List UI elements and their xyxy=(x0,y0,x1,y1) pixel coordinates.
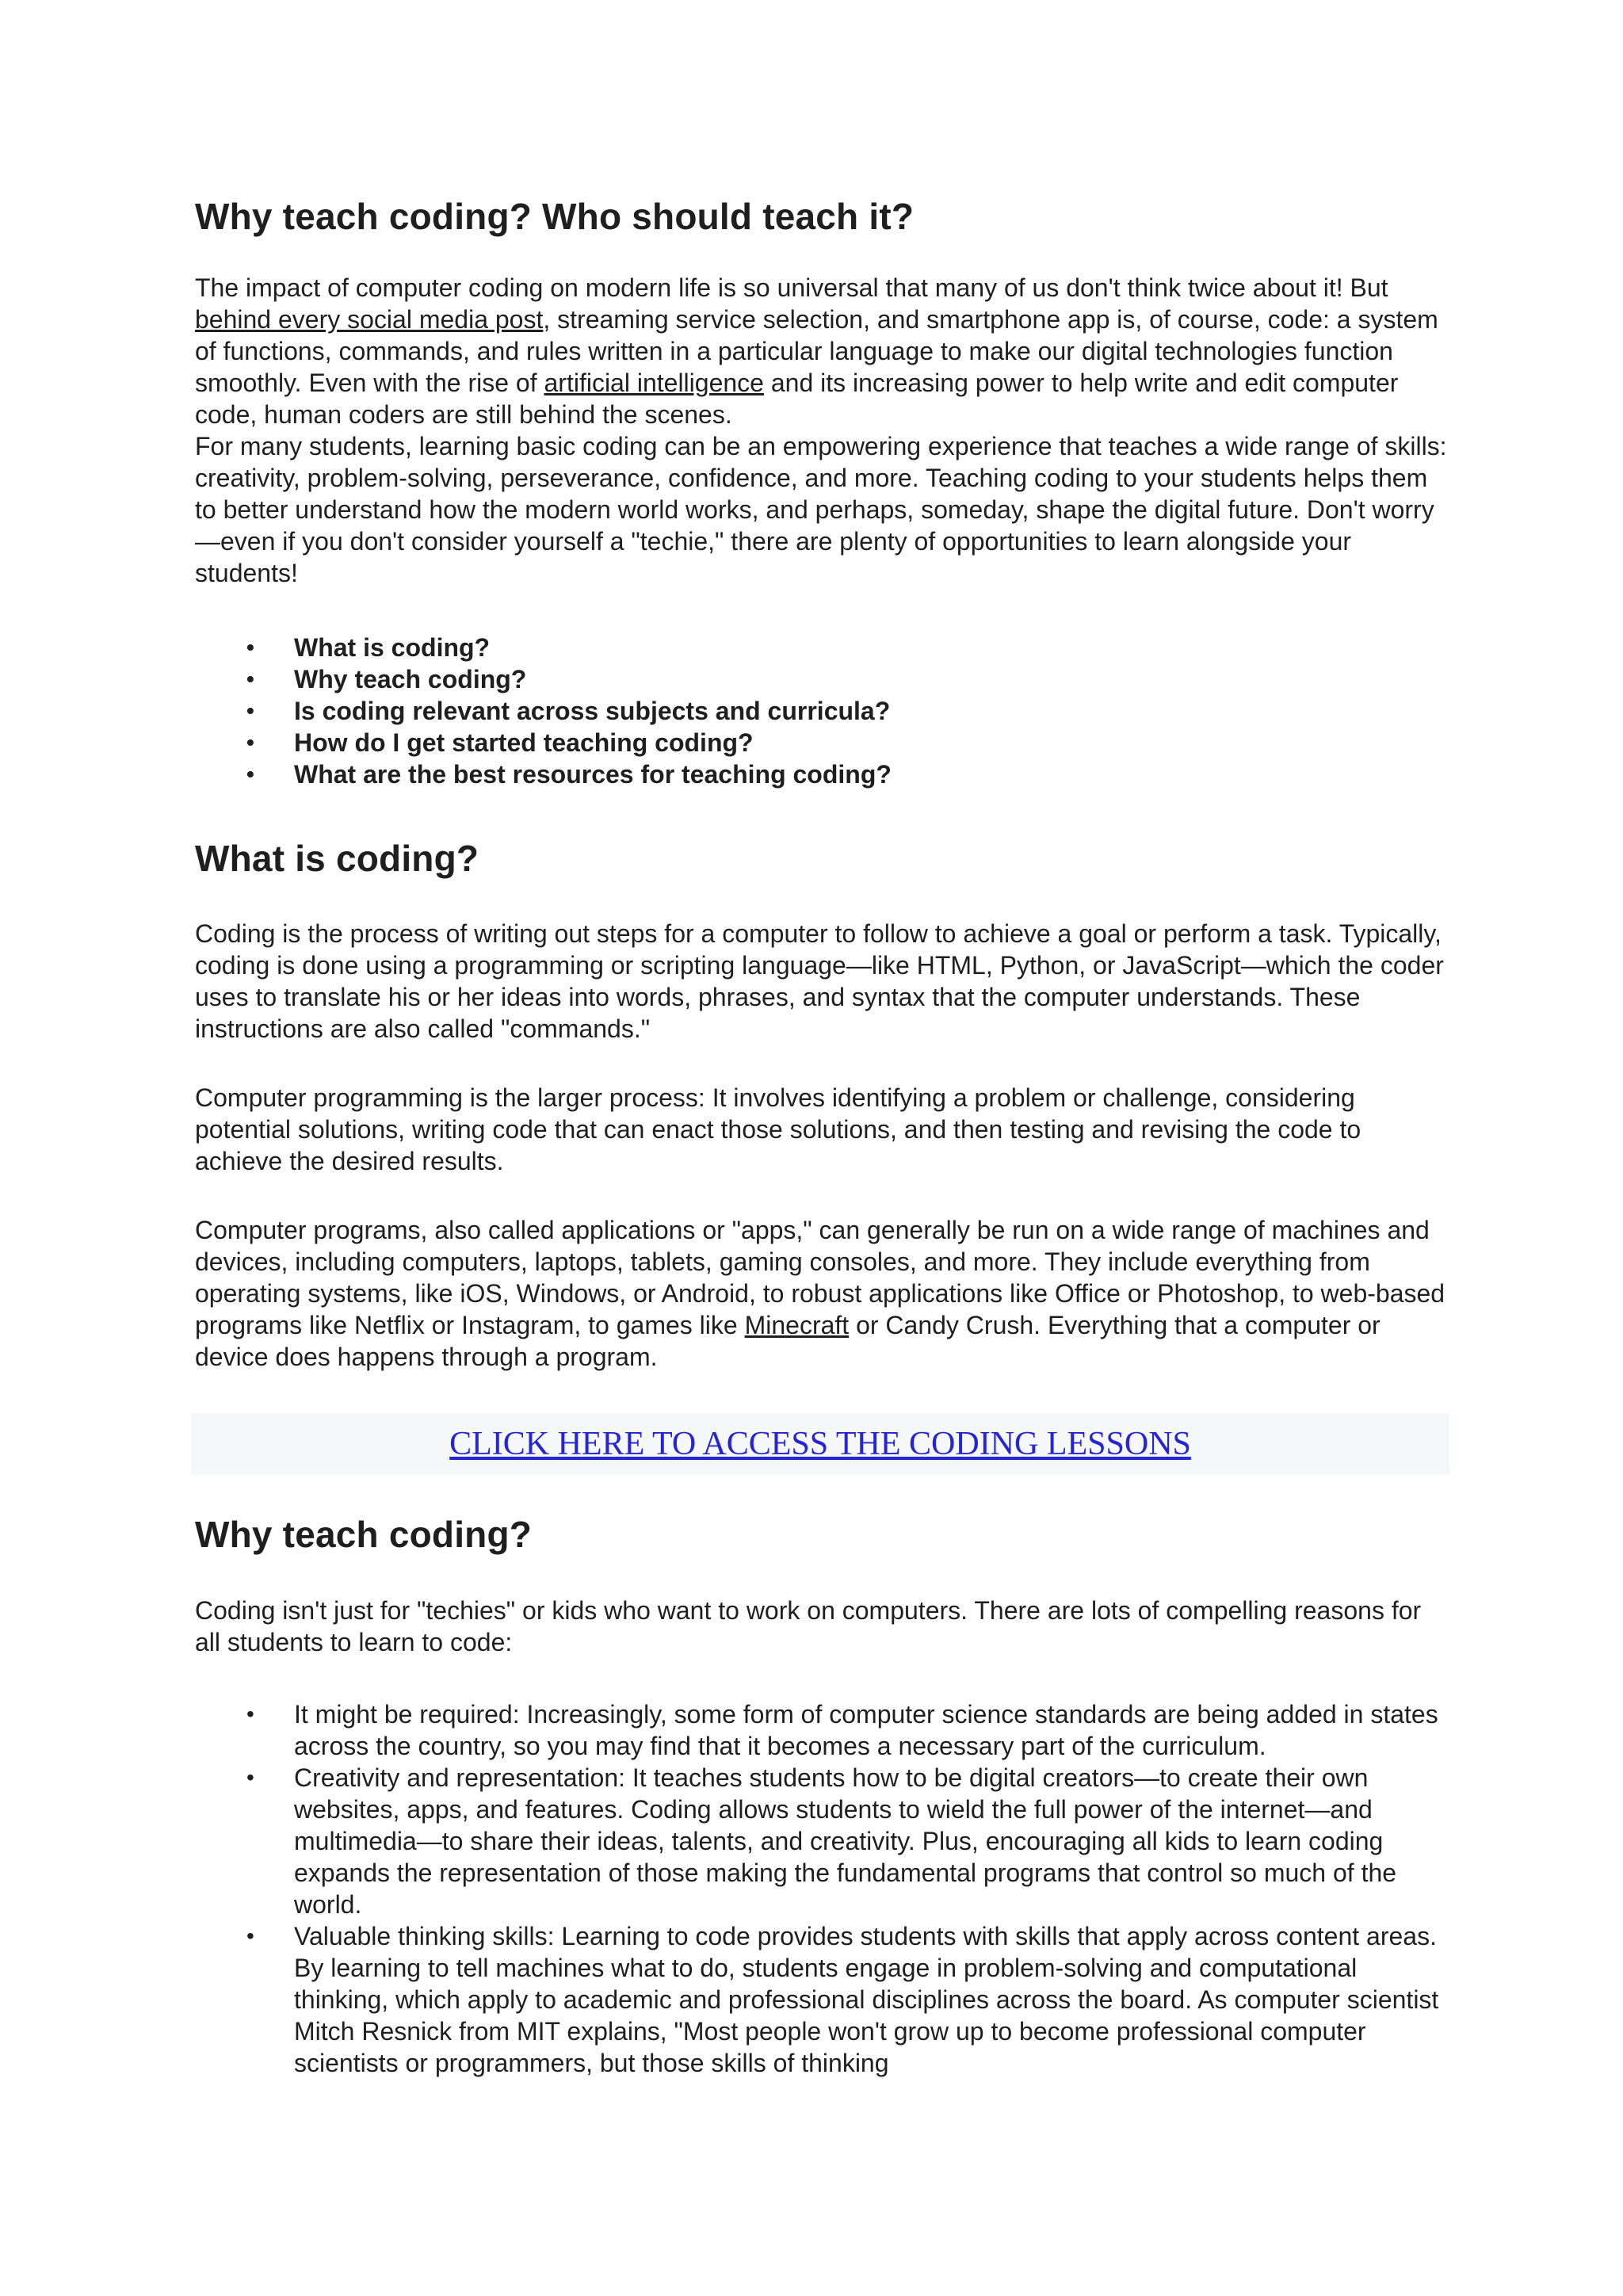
toc-item-label: How do I get started teaching coding? xyxy=(294,728,754,757)
toc-item-label: Is coding relevant across subjects and curricula? xyxy=(294,697,891,725)
access-coding-lessons-link[interactable]: CLICK HERE TO ACCESS THE CODING LESSONS xyxy=(449,1426,1191,1462)
toc-item[interactable] xyxy=(195,727,1447,758)
what-is-coding-paragraph-1: Coding is the process of writing out steps for a computer to follow to achieve a goal or perform a task. Typically, coding is done using a programming or scripting language—like HTML, Python, or JavaScript—which the coder uses to translate his or her ideas into words, phrases, and syntax that the computer understands. These instructions are also called "commands." xyxy=(195,919,1444,1043)
bullet-icon: • xyxy=(246,1702,254,1726)
bullet-icon: • xyxy=(246,730,254,755)
artificial-intelligence-link[interactable]: artificial intelligence xyxy=(544,369,764,397)
text-span: or Candy Crush. Everything that a computer or device does happens through a program. xyxy=(195,1311,1381,1371)
toc-item[interactable] xyxy=(195,758,1447,790)
reasons-section xyxy=(195,1698,1447,2079)
toc-item[interactable] xyxy=(195,632,1447,663)
text-span: Computer programs, also called applications or "apps," can generally be run on a wide range of machines and devices, including computers, laptops, tablets, gaming consoles, and more. They include everything from operating systems, like iOS, Windows, or Android, to robust applications like Office or Photoshop, to web-based programs like Netflix or Instagram, to games like xyxy=(195,1216,1445,1339)
text-span: The impact of computer coding on modern life is so universal that many of us don't think twice about it! But xyxy=(195,273,1388,302)
text-span: and its increasing power to help write and edit computer code, human coders are still behind the scenes. xyxy=(195,369,1399,429)
why-teach-section xyxy=(195,1595,1447,1658)
why-teach-paragraph-1: Coding isn't just for "techies" or kids who want to work on computers. There are lots of compelling reasons for all students to learn to code: xyxy=(195,1596,1422,1656)
toc-item-label: What is coding? xyxy=(294,633,491,662)
list-item-text: Creativity and representation: It teaches students how to be digital creators—to create their own websites, apps, and features. Coding allows students to wield the full power of the internet—and multimedia—to share their ideas, talents, and creativity. Plus, encouraging all kids to learn coding expands the representation of those making the fundamental programs that control so much of the world. xyxy=(294,1763,1397,1919)
page-title: Why teach coding? Who should teach it? xyxy=(195,196,915,237)
what-is-coding-p3-wrap xyxy=(195,1214,1447,1373)
text-span: , streaming service selection, and smartphone app is, of course, code: a system of functions, commands, and rules written in a particular language to make our digital technologies function smoothly. Even with the rise of xyxy=(195,305,1438,397)
bullet-icon: • xyxy=(246,762,254,786)
toc-item[interactable] xyxy=(195,663,1447,695)
list-item xyxy=(195,1698,1447,1762)
table-of-contents xyxy=(195,632,1447,790)
intro-section xyxy=(195,272,1447,589)
what-is-coding-section xyxy=(195,918,1447,1045)
intro-paragraph-1 xyxy=(195,272,1447,430)
toc-item[interactable] xyxy=(195,695,1447,727)
list-item-text: It might be required: Increasingly, some form of computer science standards are being added in states across the country, so you may find that it becomes a necessary part of the curriculum. xyxy=(294,1700,1438,1760)
why-teach-coding-heading: Why teach coding? xyxy=(195,1514,533,1555)
what-is-coding-p2-wrap xyxy=(195,1082,1447,1177)
intro-paragraph-2: For many students, learning basic coding can be an empowering experience that teaches a wide range of skills: creativity, problem-solving, perseverance, confidence, and more. Teaching coding to your students helps them to better understand how the modern world works, and perhaps, someday, shape the digital future. Don't worry—even if you don't consider yourself a "techie," there are plenty of opportunities to learn alongside your students! xyxy=(195,432,1447,587)
list-item xyxy=(195,1762,1447,1920)
bullet-icon: • xyxy=(246,1765,254,1790)
bullet-icon: • xyxy=(246,1924,254,1948)
bullet-icon: • xyxy=(246,667,254,691)
minecraft-link[interactable]: Minecraft xyxy=(744,1311,850,1339)
cta-banner xyxy=(191,1413,1449,1475)
reasons-list xyxy=(195,1698,1447,2079)
bullet-icon: • xyxy=(246,635,254,659)
toc-list xyxy=(195,632,1447,790)
what-is-coding-heading: What is coding? xyxy=(195,838,479,879)
social-media-post-link[interactable]: behind every social media post xyxy=(195,305,544,334)
toc-item-label: Why teach coding? xyxy=(294,665,527,693)
list-item-text: Valuable thinking skills: Learning to code provides students with skills that apply across content areas. By learning to tell machines what to do, students engage in problem-solving and computational thinking, which apply to academic and professional disciplines across the board. As computer scientist Mitch Resnick from MIT explains, "Most people won't grow up to become professional computer scientists or programmers, but those skills of thinking xyxy=(294,1922,1439,2077)
what-is-coding-paragraph-2: Computer programming is the larger process: It involves identifying a problem or challenge, considering potential solutions, writing code that can enact those solutions, and then testing and revising the code to achieve the desired results. xyxy=(195,1083,1361,1175)
bullet-icon: • xyxy=(246,698,254,723)
toc-item-label: What are the best resources for teaching coding? xyxy=(294,760,892,789)
list-item xyxy=(195,1920,1447,2079)
what-is-coding-paragraph-3 xyxy=(195,1214,1447,1373)
